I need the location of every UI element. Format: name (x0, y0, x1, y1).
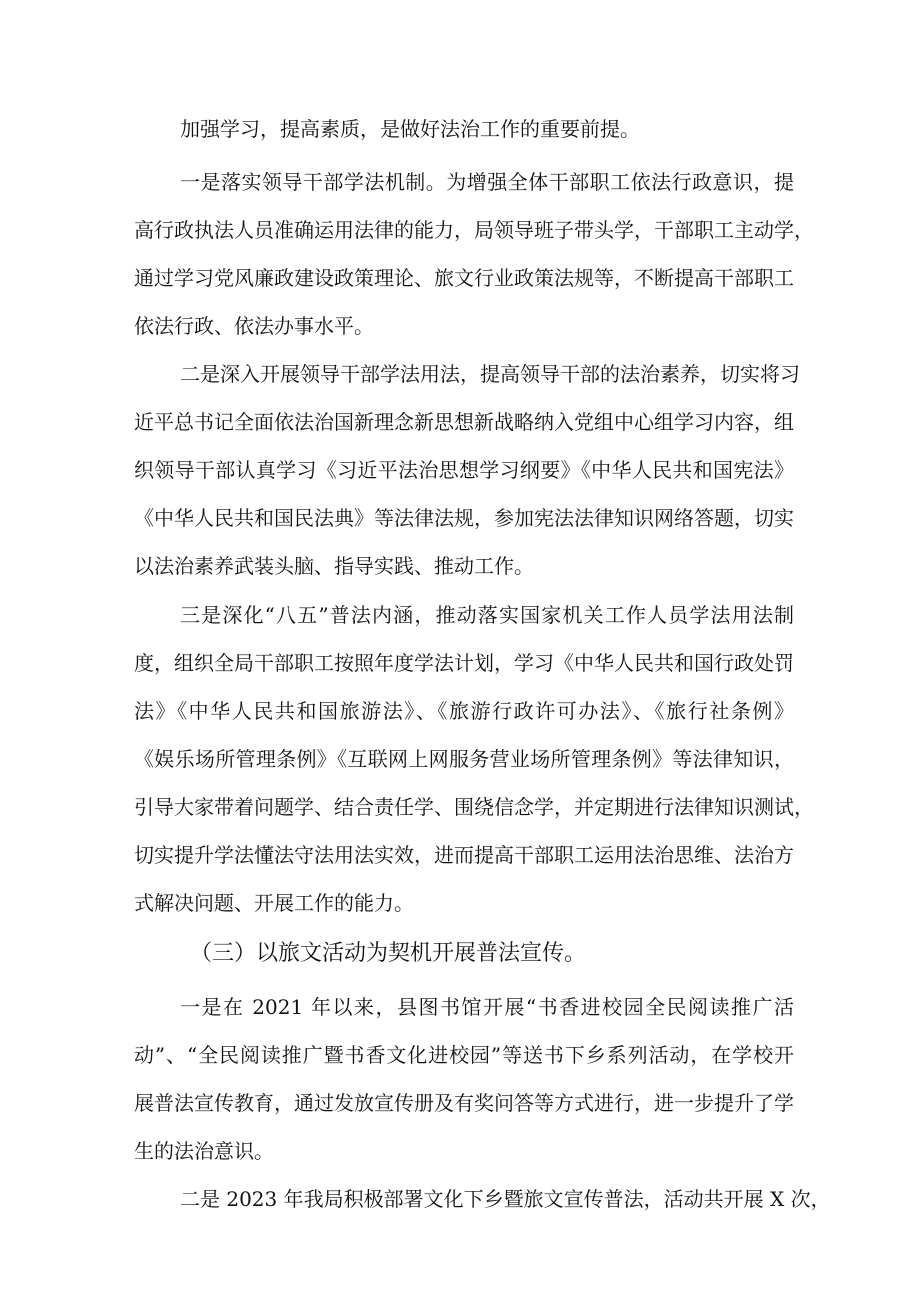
paragraph-item-3-line-6: 切实提升学法懂法守法用法实效，进而提高干部职工运用法治思维、法治方 (134, 843, 794, 867)
paragraph-item-2-line-3: 织领导干部认真学习《习近平法治思想学习纲要》《中华人民共和国宪法》 (134, 458, 794, 482)
paragraph-activity-1-line-2: 动”、“全民阅读推广暨书香文化进校园”等送书下乡系列活动，在学校开 (134, 1043, 794, 1067)
paragraph-activity-1-line-4: 生的法治意识。 (134, 1139, 274, 1163)
paragraph-activity-2-line-1: 二是 2023 年我局积极部署文化下乡暨旅文宣传普法，活动共开展 X 次， (180, 1187, 831, 1211)
paragraph-item-1-line-3: 通过学习党风廉政建设政策理论、旅文行业政策法规等，不断提高干部职工 (134, 266, 794, 290)
paragraph-item-3-line-5: 引导大家带着问题学、结合责任学、围绕信念学，并定期进行法律知识测试， (134, 795, 814, 819)
paragraph-item-2-line-5: 以法治素养武装头脑、指导实践、推动工作。 (134, 554, 534, 578)
section-heading: （三）以旅文活动为契机开展普法宣传。 (190, 941, 587, 966)
paragraph-item-3-line-4: 《娱乐场所管理条例》《互联网上网服务营业场所管理条例》等法律知识， (134, 747, 794, 771)
paragraph-item-3-line-7: 式解决问题、开展工作的能力。 (134, 891, 414, 915)
paragraph-item-3-line-2: 度，组织全局干部职工按照年度学法计划，学习《中华人民共和国行政处罚 (134, 651, 794, 675)
paragraph-item-2-line-1: 二是深入开展领导干部学法用法，提高领导干部的法治素养，切实将习 (180, 362, 800, 386)
paragraph-item-1-line-4: 依法行政、依法办事水平。 (134, 314, 374, 338)
paragraph-item-2-line-4: 《中华人民共和国民法典》等法律法规，参加宪法法律知识网络答题，切实 (134, 506, 794, 530)
paragraph-item-1-line-2: 高行政执法人员准确运用法律的能力，局领导班子带头学，干部职工主动学， (134, 218, 814, 242)
paragraph-item-3-line-3: 法》《中华人民共和国旅游法》、《旅游行政许可办法》、《旅行社条例》 (134, 699, 794, 723)
paragraph-activity-1-line-1: 一是在 2021 年以来，县图书馆开展“书香进校园全民阅读推广活 (180, 995, 794, 1019)
paragraph-item-1-line-1: 一是落实领导干部学法机制。为增强全体干部职工依法行政意识，提 (180, 170, 794, 194)
paragraph-item-2-line-2: 近平总书记全面依法治国新理念新思想新战略纳入党组中心组学习内容，组 (134, 410, 794, 434)
paragraph-item-3-line-1: 三是深化“八五”普法内涵，推动落实国家机关工作人员学法用法制 (180, 603, 794, 627)
paragraph-intro-line-1: 加强学习，提高素质，是做好法治工作的重要前提。 (180, 117, 640, 141)
paragraph-activity-1-line-3: 展普法宣传教育，通过发放宣传册及有奖问答等方式进行，进一步提升了学 (134, 1091, 794, 1115)
